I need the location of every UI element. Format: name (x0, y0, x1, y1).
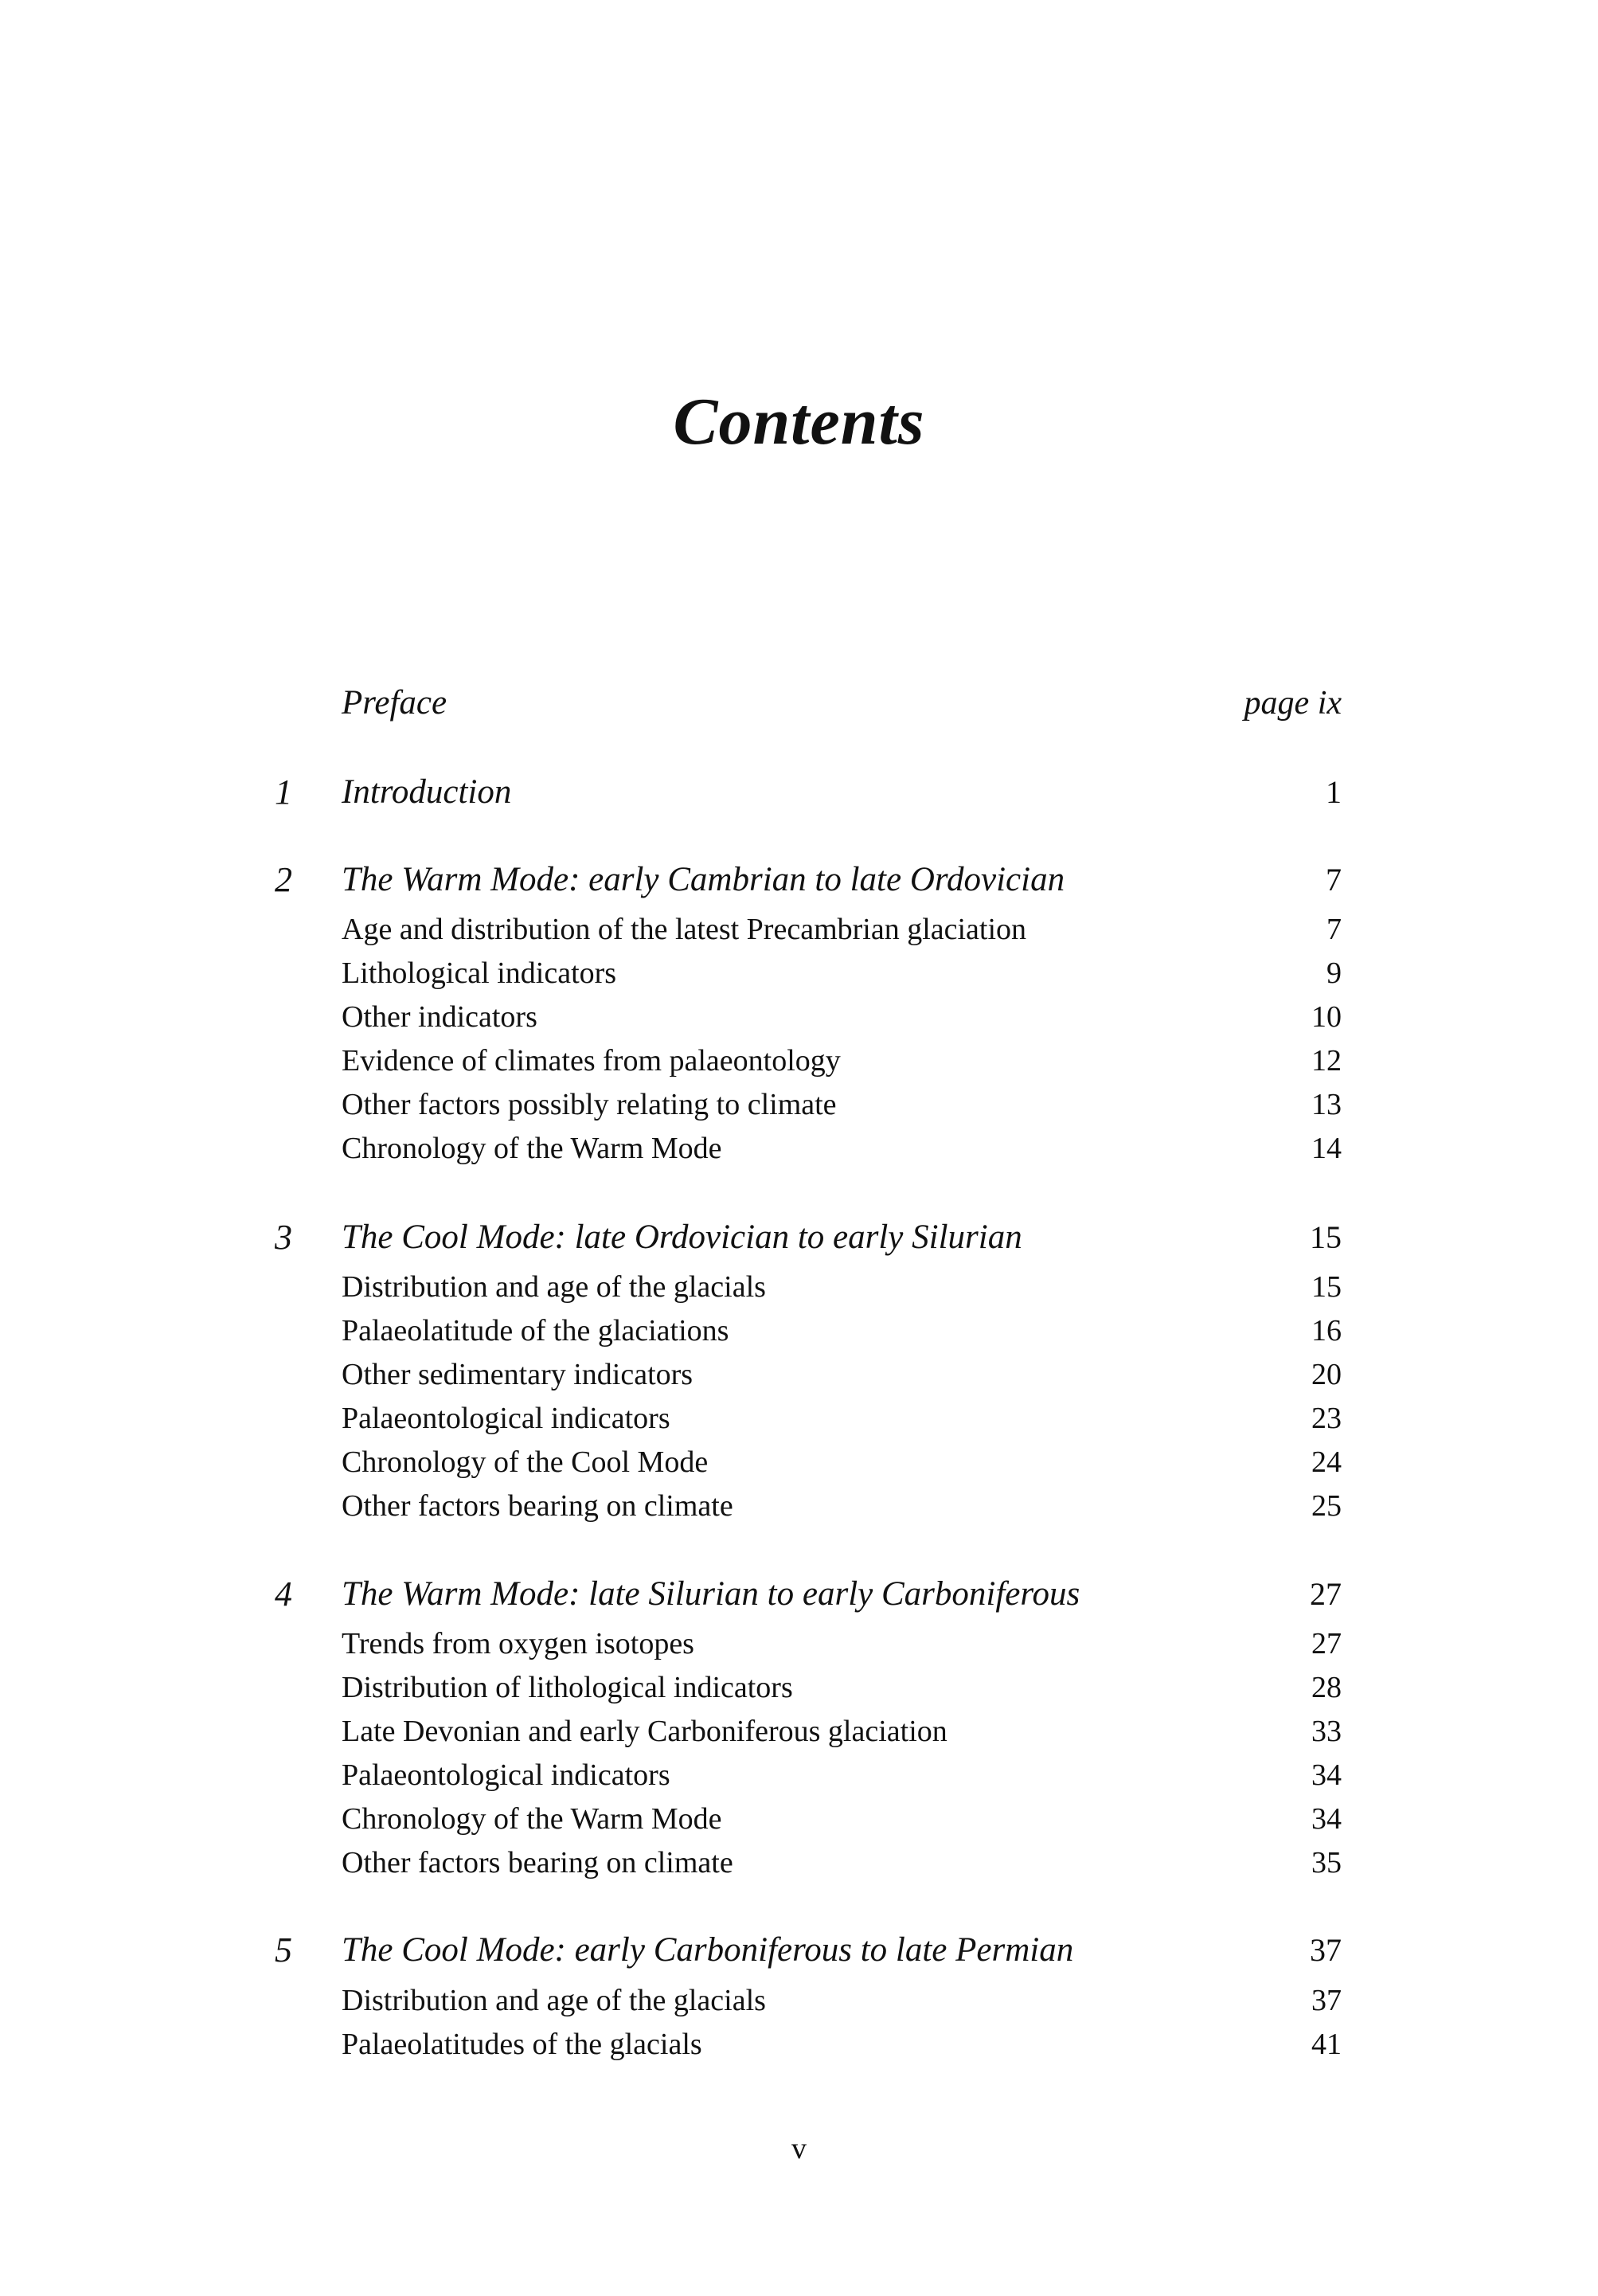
section-page: 20 (1311, 1358, 1342, 1391)
section-title: Lithological indicators (342, 956, 617, 990)
section-page: 35 (1311, 1846, 1342, 1879)
toc-section (275, 1753, 1342, 1797)
section-page: 15 (1311, 1270, 1342, 1304)
chapter-number: 5 (275, 1930, 292, 1969)
section-page: 16 (1311, 1314, 1342, 1347)
section-page: 12 (1311, 1044, 1342, 1078)
toc-section (275, 907, 1342, 952)
toc-section (275, 951, 1342, 995)
toc-section (275, 1396, 1342, 1441)
chapter-title: The Warm Mode: early Cambrian to late Ordovician (342, 861, 1065, 898)
chapter-number: 3 (275, 1218, 292, 1257)
toc-entry-page: page ix (1244, 685, 1342, 722)
chapter-page: 1 (1326, 774, 1342, 810)
section-page: 41 (1311, 2028, 1342, 2061)
toc-section (275, 1621, 1342, 1666)
toc-section (275, 995, 1342, 1039)
section-page: 28 (1311, 1671, 1342, 1704)
section-title: Other sedimentary indicators (342, 1358, 694, 1391)
chapter-title: Introduction (342, 773, 512, 811)
section-page: 10 (1311, 1000, 1342, 1034)
chapter-page: 37 (1310, 1932, 1342, 1968)
section-title: Palaeolatitudes of the glacials (342, 2028, 702, 2061)
section-page: 34 (1311, 1758, 1342, 1792)
section-page: 13 (1311, 1088, 1342, 1121)
section-page: 37 (1311, 1984, 1342, 2017)
section-title: Distribution of lithological indicators (342, 1671, 793, 1704)
section-title: Other factors possibly relating to climate (342, 1088, 837, 1121)
toc-section (275, 1797, 1342, 1841)
section-title: Palaeontological indicators (342, 1402, 670, 1435)
section-page: 7 (1326, 913, 1342, 946)
page-number: v (791, 2132, 807, 2165)
section-page: 33 (1311, 1715, 1342, 1748)
chapter-page: 7 (1326, 862, 1342, 898)
toc-section (275, 1126, 1342, 1171)
section-page: 34 (1311, 1802, 1342, 1836)
section-page: 24 (1311, 1445, 1342, 1479)
section-title: Palaeolatitude of the glaciations (342, 1314, 729, 1347)
chapter-number: 4 (275, 1574, 292, 1613)
table-of-contents (275, 0, 1342, 2296)
toc-section (275, 1665, 1342, 1710)
section-title: Distribution and age of the glacials (342, 1270, 766, 1304)
section-title: Age and distribution of the latest Precambrian glaciation (342, 913, 1027, 946)
page-title: Contents (673, 385, 925, 459)
section-page: 23 (1311, 1402, 1342, 1435)
toc-section (275, 1978, 1342, 2023)
chapter-number: 2 (275, 860, 292, 899)
toc-section (275, 1038, 1342, 1083)
toc-entry-label: Preface (342, 684, 447, 722)
section-title: Chronology of the Cool Mode (342, 1445, 709, 1479)
chapter-title: The Cool Mode: late Ordovician to early Silurian (342, 1218, 1022, 1256)
section-page: 25 (1311, 1489, 1342, 1523)
section-title: Evidence of climates from palaeontology (342, 1044, 841, 1078)
section-title: Trends from oxygen isotopes (342, 1627, 694, 1660)
section-title: Other factors bearing on climate (342, 1489, 733, 1523)
chapter-number: 1 (275, 773, 292, 812)
toc-section (275, 1352, 1342, 1397)
toc-section (275, 1840, 1342, 1885)
section-title: Palaeontological indicators (342, 1758, 670, 1792)
section-title: Distribution and age of the glacials (342, 1984, 766, 2017)
section-title: Chronology of the Warm Mode (342, 1802, 722, 1836)
section-page: 27 (1311, 1627, 1342, 1660)
toc-section (275, 1484, 1342, 1528)
toc-chapter-3 (275, 1215, 1342, 1260)
toc-section (275, 1265, 1342, 1309)
toc-chapter-2 (275, 858, 1342, 902)
toc-section (275, 1082, 1342, 1127)
chapter-title: The Cool Mode: early Carboniferous to late Permian (342, 1931, 1074, 1969)
section-title: Chronology of the Warm Mode (342, 1132, 722, 1165)
toc-section (275, 2022, 1342, 2067)
toc-entry-preface (275, 681, 1342, 726)
chapter-title: The Warm Mode: late Silurian to early Carboniferous (342, 1575, 1080, 1613)
chapter-page: 15 (1310, 1219, 1342, 1255)
toc-chapter-5 (275, 1928, 1342, 1973)
section-page: 9 (1326, 956, 1342, 990)
chapter-page: 27 (1310, 1576, 1342, 1612)
section-title: Other factors bearing on climate (342, 1846, 733, 1879)
toc-section (275, 1709, 1342, 1754)
section-title: Late Devonian and early Carboniferous glaciation (342, 1715, 947, 1748)
toc-chapter-1 (275, 770, 1342, 815)
toc-chapter-4 (275, 1572, 1342, 1617)
section-title: Other indicators (342, 1000, 537, 1034)
toc-section (275, 1440, 1342, 1484)
section-page: 14 (1311, 1132, 1342, 1165)
toc-section (275, 1308, 1342, 1353)
